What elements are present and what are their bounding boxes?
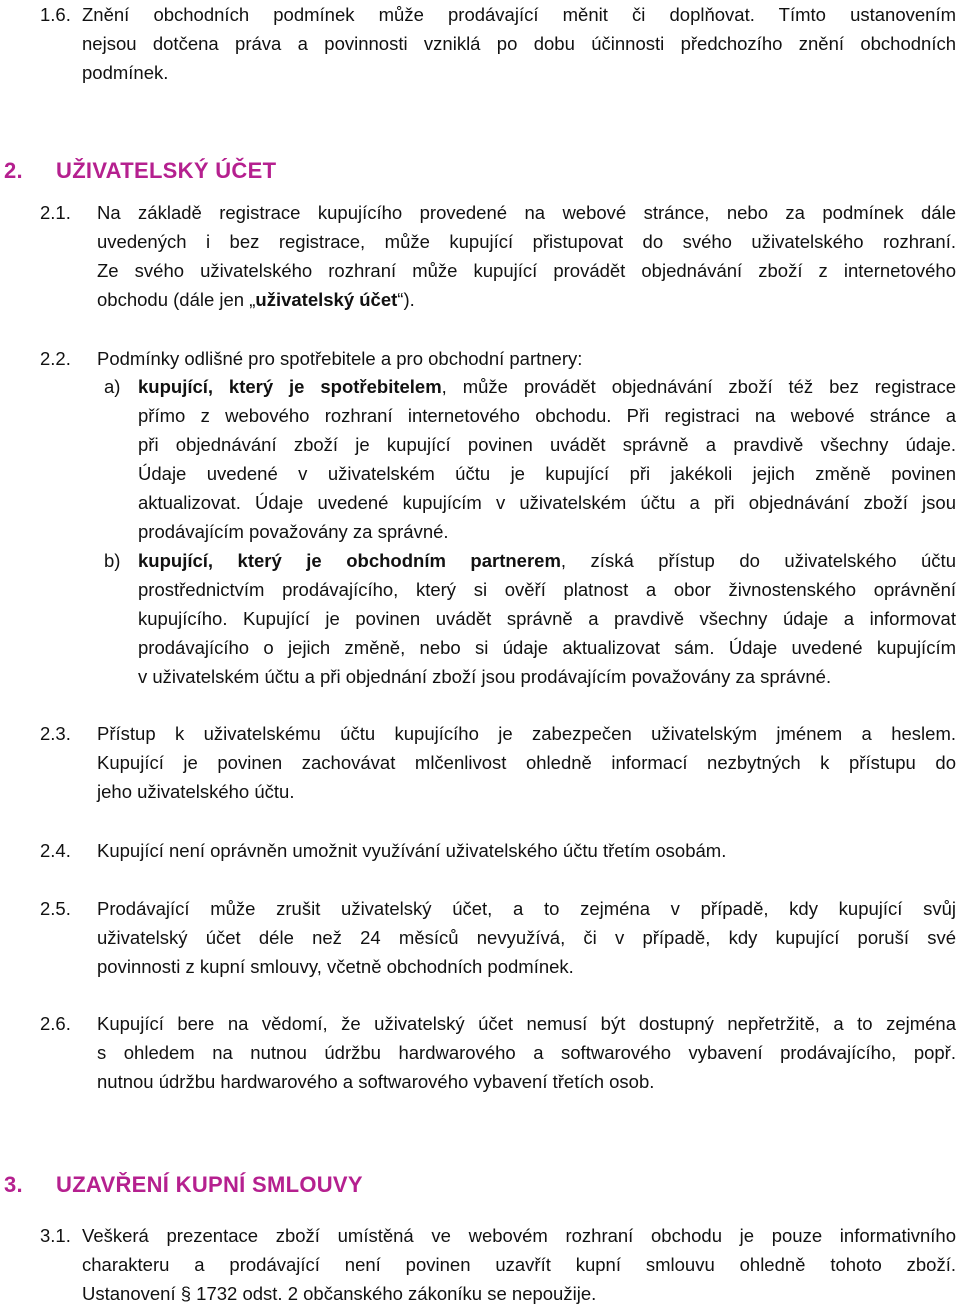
section-text — [97, 719, 956, 806]
term-uzivatelsky-ucet: uživatelský účet — [255, 289, 398, 310]
text-line: obchodu (dále jen „uživatelský účet“). — [97, 289, 415, 310]
text-line: Kupující není oprávněn umožnit využívání uživatelského účtu třetím osobám. — [97, 840, 727, 861]
text-line: v uživatelském účtu a při objednání zboží jsou prodávajícím považovány za správné. — [138, 666, 832, 687]
text-line: Přístup k uživatelskému účtu kupujícího je zabezpečen uživatelským jménem a heslem. — [97, 723, 956, 744]
section-number: 2.2. — [40, 348, 71, 369]
text-line: Prodávající může zrušit uživatelský účet, a to zejména v případě, kdy kupující svůj — [97, 898, 956, 919]
heading-title: UZAVŘENÍ KUPNÍ SMLOUVY — [56, 1172, 363, 1197]
text-line: Ze svého uživatelského rozhraní může kupující provádět objednávání zboží z internetového — [97, 260, 956, 281]
section-text — [97, 198, 956, 314]
section-number: 2.6. — [40, 1013, 71, 1034]
list-item-a — [138, 372, 956, 546]
section-number: 2.4. — [40, 840, 71, 861]
text-line: prodávajícím považovány za správné. — [138, 521, 449, 542]
list-marker-b: b) — [104, 550, 121, 571]
section-number: 3.1. — [40, 1225, 71, 1246]
list-marker-a: a) — [104, 376, 121, 397]
text-line: Na základě registrace kupujícího provedené na webové stránce, nebo za podmínek dále — [97, 202, 956, 223]
text-line: prodávajícího o jejich změně, nebo si údaje aktualizovat sám. Údaje uvedené kupujícím — [138, 637, 956, 658]
section-text — [97, 836, 956, 865]
text-line: Údaje uvedené v uživatelském účtu je kupující při jakékoli jejich změně povinen — [138, 463, 956, 484]
text-line: nutnou údržbu hardwarového a softwarového vybavení třetích osob. — [97, 1071, 655, 1092]
text-line: povinnosti z kupní smlouvy, včetně obchodních podmínek. — [97, 956, 574, 977]
text-line: Kupující bere na vědomí, že uživatelský účet nemusí být dostupný nepřetržitě, a to zejména — [97, 1013, 956, 1034]
heading-number: 2. — [4, 158, 23, 183]
text-line: Veškerá prezentace zboží umístěná ve webovém rozhraní obchodu je pouze informativního — [82, 1225, 956, 1246]
text-line: nejsou dotčena práva a povinnosti vzniklá po dobu účinnosti předchozího znění obchodních — [82, 33, 956, 54]
section-text — [82, 1221, 956, 1308]
text-line: přímo z webového rozhraní internetového obchodu. Při registraci na webové stránce a — [138, 405, 956, 426]
text-line: kupující, který je obchodním partnerem, získá přístup do uživatelského účtu — [138, 550, 956, 571]
section-text — [82, 0, 956, 29]
text-line: uvedených i bez registrace, může kupující přistupovat do svého uživatelského rozhraní. — [97, 231, 956, 252]
section-number: 2.1. — [40, 202, 71, 223]
text-line: při objednávání zboží je kupující povinen uvádět správně a pravdivě všechny údaje. — [138, 434, 956, 455]
section-intro — [97, 344, 956, 373]
heading-title: UŽIVATELSKÝ ÚČET — [56, 158, 277, 183]
text-line: Podmínky odlišné pro spotřebitele a pro obchodní partnery: — [97, 348, 583, 369]
heading-number: 3. — [4, 1172, 23, 1197]
list-item-b — [138, 546, 956, 691]
text-line: Kupující je povinen zachovávat mlčenlivost ohledně informací nezbytných k přístupu do — [97, 752, 956, 773]
text-line: kupující, který je spotřebitelem, může provádět objednávání zboží též bez registrace — [138, 376, 957, 397]
text-line: Znění obchodních podmínek může prodávající měnit či doplňovat. Tímto ustanovením — [82, 4, 956, 25]
text-line: kupujícího. Kupující je povinen uvádět správně a pravdivě všechny údaje a informovat — [138, 608, 956, 629]
text-line: uživatelský účet déle než 24 měsíců nevyužívá, či v případě, kdy kupující poruší své — [97, 927, 956, 948]
section-text — [82, 29, 956, 87]
text-line: podmínek. — [82, 62, 169, 83]
section-number: 2.3. — [40, 723, 71, 744]
section-number: 2.5. — [40, 898, 71, 919]
text-line: aktualizovat. Údaje uvedené kupujícím v uživatelském účtu a při objednávání zboží jsou — [138, 492, 956, 513]
section-number: 1.6. — [40, 4, 71, 25]
text-line: Ustanovení § 1732 odst. 2 občanského zákoníku se nepoužije. — [82, 1283, 597, 1304]
section-text — [97, 894, 956, 981]
text-line: jeho uživatelského účtu. — [97, 781, 295, 802]
text-line: s ohledem na nutnou údržbu hardwarového a softwarového vybavení prodávajícího, popř. — [97, 1042, 956, 1063]
section-text — [97, 1009, 956, 1096]
text-line: prostřednictvím prodávajícího, který si ověří platnost a obor živnostenského oprávnění — [138, 579, 956, 600]
text-line: charakteru a prodávající není povinen uzavřít kupní smlouvu ohledně tohoto zboží. — [82, 1254, 956, 1275]
